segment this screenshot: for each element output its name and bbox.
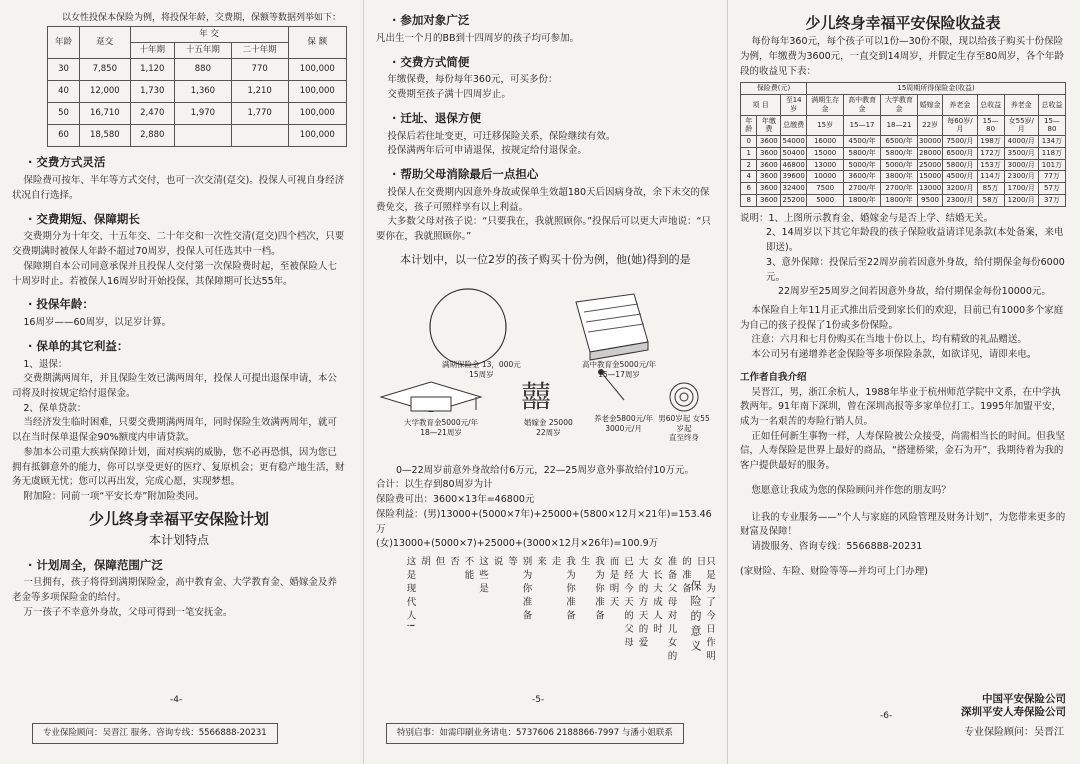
table-cell: 7500/月 xyxy=(943,136,977,148)
table-cell: 100,000 xyxy=(288,81,346,103)
para: 参加本公司重大疾病保障计划，面对疾病的威胁，您不必再恐惧，因为您已拥有抵御意外的能力，你可以享受更好的医疗、复原机会；更有稳产地生活，财务无虞顾无忧；您可以再出发，完成心愿，实现梦想。 xyxy=(12,446,345,488)
th: 总缴费 xyxy=(781,115,807,136)
para: 吴晋江，男，浙江余杭人，1988年毕业于杭州师范学院中文系，在中学执教两年。91年南下深圳，曾在深圳高报等多家单位打工。1995年加盟平安，成为一名艰苦的寿险行销人员。 xyxy=(740,386,1062,427)
th-age: 年龄 xyxy=(48,26,80,58)
table-cell: 3800/年 xyxy=(881,171,918,183)
poem-column: 这是现代人! xyxy=(404,556,416,632)
heading-coverage: · 计划周全，保障范围广泛 xyxy=(28,557,346,575)
table-row xyxy=(741,147,1066,159)
poem-column: 来 xyxy=(535,556,546,570)
table-cell: 37万 xyxy=(1038,194,1065,206)
premium-text: 保险费可出：3600×13年=46800元 xyxy=(376,494,535,506)
svg-text:囍: 囍 xyxy=(521,379,551,412)
page-4 xyxy=(0,0,360,764)
adviser-text: 专业保险顾问：吴晋江 xyxy=(964,726,1064,738)
heading-move: · 迁址、退保方便 xyxy=(392,110,714,128)
table-cell: 770 xyxy=(231,59,288,81)
sum-text: 合计：以生存到80周岁为计 xyxy=(376,479,493,491)
para: 16周岁——60周岁，以足岁计算。 xyxy=(23,317,172,329)
gift-label: 男60岁起 女55岁起 xyxy=(658,413,710,433)
poem-column: 已经今天的父母 xyxy=(622,556,633,651)
table-cell: 6500/月 xyxy=(943,147,977,159)
table-cell: 134万 xyxy=(1038,136,1065,148)
table-cell: 7500 xyxy=(807,183,844,195)
table-cell: 1800/年 xyxy=(881,194,918,206)
para: 投保后若住址变更，可迁移保险关系，保险继续有效。 xyxy=(387,130,616,142)
other-services: (家财险、车险、财险等等—并均可上门办理) xyxy=(740,565,928,577)
table-cell: 100,000 xyxy=(288,125,346,147)
table-cell: 2,470 xyxy=(130,103,174,125)
table-cell: 30 xyxy=(48,59,80,81)
para: 交费期分为十年交、十五年交、二十年交和一次性交清(趸交)四个档次，只要交费期满时被保人年龄不超过70周岁，投保人可任选其中一档。 xyxy=(12,231,345,258)
table-cell: 2700/年 xyxy=(844,183,881,195)
double-happiness-icon xyxy=(521,380,551,412)
poem-column: 胡 xyxy=(419,556,430,570)
para: 注意：六月和七月份购买在当地十份以上，均有精致的礼品赠送。 xyxy=(751,334,1027,346)
th-y10: 十年期 xyxy=(130,43,174,59)
th: 总收益 xyxy=(1038,95,1065,116)
para: 大多数父母对孩子说：“只要我在，我就照顾你。”投保后可以更大声地说：“只要你在，我就照顾你。” xyxy=(376,216,711,242)
folio: -4- xyxy=(170,695,183,706)
table-cell: 13000 xyxy=(807,159,844,171)
ratio-text: (女)13000+(5000×7)+25000+(3000×12月×26年)=100.9万 xyxy=(376,538,659,550)
table-cell: 77万 xyxy=(1038,171,1065,183)
table-cell: 100,000 xyxy=(288,103,346,125)
table-cell: 16000 xyxy=(807,136,844,148)
th: 每60岁/月 xyxy=(943,115,977,136)
gift-sublabel: 22周岁 xyxy=(536,427,561,437)
table-cell: 5000 xyxy=(807,194,844,206)
plan-subtitle: 本计划特点 xyxy=(148,533,209,547)
poem-column: 不能 xyxy=(462,556,474,584)
th: 年缴费 xyxy=(757,115,781,136)
table-row xyxy=(741,183,1066,195)
poem-column: 的准备 xyxy=(680,556,691,597)
table-cell: 3600 xyxy=(757,147,781,159)
table-cell: 5800/年 xyxy=(844,147,881,159)
gift-sublabel: 18—21周岁 xyxy=(420,427,462,437)
para: 让我的专业服务——“个人与家庭的风险管理及财务计划”，为您带来更多的财富及保障！ xyxy=(740,511,1066,538)
table-row xyxy=(741,194,1066,206)
gift-sublabel: 3000元/月 xyxy=(605,423,642,433)
table-cell: 25000 xyxy=(917,159,942,171)
benefits-illustration xyxy=(376,268,714,468)
table-cell: 9500 xyxy=(917,194,942,206)
para: 当经济发生临时困难，只要交费期满两周年，同时保险生效满两周年，就可以在当时保单退保金90%额度内申请贷款。 xyxy=(12,417,337,444)
table-cell: 5800/年 xyxy=(881,147,918,159)
table-cell: 32400 xyxy=(781,183,807,195)
th-y15: 十五年期 xyxy=(175,43,232,59)
table-cell: 1,730 xyxy=(130,81,174,103)
page6-title: 少儿终身幸福平安保险收益表 xyxy=(805,14,1001,32)
table-cell: 39600 xyxy=(781,171,807,183)
table-cell: 2700/年 xyxy=(881,183,918,195)
meaning-title: 保险的意义 xyxy=(689,580,702,655)
table-cell: 101万 xyxy=(1038,159,1065,171)
table-cell xyxy=(231,125,288,147)
table-cell: 198万 xyxy=(977,136,1004,148)
table-cell: 15000 xyxy=(807,147,844,159)
th: 年龄 xyxy=(741,115,757,136)
table-cell: 3600/年 xyxy=(844,171,881,183)
th: 15岁 xyxy=(807,115,844,136)
table-cell: 3600 xyxy=(757,183,781,195)
th: 至14岁 xyxy=(781,95,807,116)
th: 15—80 xyxy=(1038,115,1065,136)
table-cell: 5000/年 xyxy=(844,159,881,171)
table-cell: 2 xyxy=(741,159,757,171)
book-icon xyxy=(576,294,648,360)
table-cell: 6500/年 xyxy=(881,136,918,148)
th: 养老金 xyxy=(1004,95,1038,116)
th-single: 趸交 xyxy=(80,26,131,58)
heading-age: · 投保年龄： xyxy=(28,296,346,314)
th: 项 目 xyxy=(741,95,781,116)
poem-column: 别为你准备 xyxy=(520,556,532,624)
table-cell: 50 xyxy=(48,103,80,125)
ratio-text: 保险利益：(男)13000+(5000×7年)+25000+(5800×12月×21年)=153.46万 xyxy=(376,508,712,535)
bio-heading: 工作者自我介绍 xyxy=(740,371,807,383)
para: 一旦拥有，孩子将得到满期保险金，高中教育金、大学教育金、婚嫁金及养老金等多项保险金的给付。 xyxy=(12,577,337,604)
th: 15周期所得保险金(收益) xyxy=(807,83,1066,95)
table-cell: 1200/月 xyxy=(1004,194,1038,206)
table-cell: 13000 xyxy=(917,183,942,195)
table-row xyxy=(741,159,1066,171)
table-cell: 10000 xyxy=(807,171,844,183)
table-cell: 1,120 xyxy=(130,59,174,81)
footer-box: 专业保险顾问：吴晋江 服务、咨询专线：5566888-20231 xyxy=(32,723,278,744)
heading-target: · 参加对象广泛 xyxy=(392,12,714,30)
poem-column: 生 xyxy=(578,556,590,570)
poem-column: 我为你准备 xyxy=(564,556,575,624)
para: 正如任何新生事物一样，人寿保险被公众接受，尚需相当长的时间。但我坚信，人寿保险是世界上最好的商品，“搭建桥梁，金石为开”，我期待着为我的客户提供最好的服务。 xyxy=(740,430,1065,472)
table-row xyxy=(741,136,1066,148)
company-name: 中国平安保险公司 xyxy=(982,692,1066,705)
poem-column: 女长大成人时 xyxy=(651,556,662,638)
table-cell: 5800/月 xyxy=(943,159,977,171)
gift-drawings xyxy=(376,272,714,412)
table-cell: 1700/月 xyxy=(1004,183,1038,195)
table-cell: 4500/月 xyxy=(943,171,977,183)
table-cell: 15000 xyxy=(917,171,942,183)
table-cell: 2300/月 xyxy=(1004,171,1038,183)
table-cell: 57万 xyxy=(1038,183,1065,195)
yield-table xyxy=(740,82,1066,206)
note: 说明：1、上图所示教育金、婚嫁金与是否上学、结婚无关。 xyxy=(740,212,994,224)
note: 3、意外保障：投保后至22周岁前若因意外身故，给付期保金每份6000元。 xyxy=(766,256,1065,283)
poem-column: 但 xyxy=(433,556,445,570)
th: 15—80 xyxy=(977,115,1004,136)
table-cell: 50400 xyxy=(781,147,807,159)
premium-table xyxy=(47,26,347,147)
table-cell: 3200/月 xyxy=(943,183,977,195)
poem-column: 说 xyxy=(491,556,503,570)
table-cell: 5000/年 xyxy=(881,159,918,171)
th: 15—17 xyxy=(844,115,881,136)
page-6 xyxy=(730,0,1080,764)
para: 交费期至孩子满十四周岁止。 xyxy=(387,89,511,101)
heading-period: · 交费期短、保障期长 xyxy=(28,211,346,229)
table-cell: 0 xyxy=(741,136,757,148)
table-cell: 100,000 xyxy=(288,59,346,81)
table-cell: 16,710 xyxy=(80,103,131,125)
table-cell: 153万 xyxy=(977,159,1004,171)
poem-column: 准备父母对儿女的 xyxy=(665,556,677,665)
folio: -6- xyxy=(880,711,893,722)
poem-column: 我为你准备 xyxy=(593,556,604,624)
th: 满期生存金 xyxy=(807,95,844,116)
table-cell: 118万 xyxy=(1038,147,1065,159)
table-cell: 7,850 xyxy=(80,59,131,81)
table-cell: 3500/月 xyxy=(1004,147,1038,159)
poem-column: 而是明天 xyxy=(607,556,619,611)
th-y20: 二十年期 xyxy=(231,43,288,59)
para: 2、保单贷款： xyxy=(23,402,87,414)
poem-column: 只是为了今日作明日 xyxy=(694,556,715,665)
table-cell: 172万 xyxy=(977,147,1004,159)
table-cell: 46800 xyxy=(781,159,807,171)
table-row xyxy=(48,59,347,81)
table-cell: 3600 xyxy=(757,159,781,171)
company-name: 深圳平安人寿保险公司 xyxy=(961,706,1066,719)
table-cell: 1,770 xyxy=(231,103,288,125)
note: 22周岁至25周岁之间若因意外身故，给付期保金每份10000元。 xyxy=(778,286,1051,298)
table-cell: 28000 xyxy=(917,147,942,159)
table-cell: 1800/年 xyxy=(844,194,881,206)
table-cell: 40 xyxy=(48,81,80,103)
note: 2、14周岁以下其它年龄段的孩子保险收益请详见条款(本处备案，来电即送)。 xyxy=(766,227,1064,254)
heading-flexible: · 交费方式灵活 xyxy=(28,154,346,172)
phone-text: 请拨服务、咨询专线：5566888-20231 xyxy=(751,541,923,553)
heading-other: · 保单的其它利益： xyxy=(28,338,346,356)
table-cell: 12,000 xyxy=(80,81,131,103)
table-cell: 54000 xyxy=(781,136,807,148)
table-row xyxy=(48,81,347,103)
para: 投保满两年后可申请退保，按规定给付退保金。 xyxy=(387,145,587,157)
para: 投保人在交费期内因意外身故或保单生效超180天后因病身故，余下未交的保费免交，孩子可照样享有以上利益。 xyxy=(376,186,710,213)
plan-title: 少儿终身幸福平安保险计划 xyxy=(88,509,269,528)
table-cell: 880 xyxy=(175,59,232,81)
company-block xyxy=(961,693,1066,720)
table-cell: 1,210 xyxy=(231,81,288,103)
folio: -5- xyxy=(532,695,545,706)
para: 交费期满两周年，并且保险生效已满两周年，投保人可提出退保申请，本公司将及时按规定给付退保金。 xyxy=(12,373,337,399)
th: 大学教育金 xyxy=(881,95,918,116)
th: 18—21 xyxy=(881,115,918,136)
para: 每份每年360元，每个孩子可以1份—30份不限，现以给孩子购买十份保险为例，年缴费为3600元，一直交到14周岁，并假定生存至80周岁，各个年龄段的收益见下表： xyxy=(740,36,1064,77)
table-cell: 8 xyxy=(741,194,757,206)
para: 本保险自上年11月正式推出后受到家长们的欢迎，目前已有1000多个家庭为自己的孩子投保了1份或多份保险。 xyxy=(740,304,1064,331)
gift-label: 满期保险金 13，000元 xyxy=(442,359,521,369)
para: 1、退保： xyxy=(23,358,68,370)
poem-column: 等 xyxy=(506,556,517,570)
gift-label: 婚嫁金 25000 xyxy=(524,417,573,427)
accident-text: 0—22周岁前意外身故给付6万元，22—25周岁意外事故给付10万元。 xyxy=(396,464,694,476)
table-cell: 3600 xyxy=(757,171,781,183)
th: 22岁 xyxy=(917,115,942,136)
footer-box: 特别启事：如需印刷业务请电：5737606 2188866-7997 与潘小姐联系 xyxy=(386,723,684,744)
table-row xyxy=(48,125,347,147)
para: 万一孩子不幸意外身故，父母可得到一笔安抚金。 xyxy=(23,606,233,618)
gift-label: 高中教育金5000元/年 xyxy=(582,359,657,369)
para: 您愿意让我成为您的保险顾问并作您的朋友吗？ xyxy=(751,484,951,496)
table-cell: 2,880 xyxy=(130,125,174,147)
th-sum: 保 额 xyxy=(288,26,346,58)
table-cell xyxy=(175,125,232,147)
poem-column: 否 xyxy=(448,556,459,570)
heading-payment: · 交费方式简便 xyxy=(392,54,714,72)
circle-graphic xyxy=(430,289,506,365)
table-row xyxy=(741,171,1066,183)
para: 保障期自本公司同意承保并且投保人交付第一次保险费时起，至被保险人七十周岁时止。若被保人16周岁时开始投保，其保障期可长达55年。 xyxy=(12,260,337,287)
example-text: 本计划中，以一位2岁的孩子购买十份为例，他(她)得到的是 xyxy=(400,252,691,266)
para: 保险费可按年、半年等方式交付，也可一次交清(趸交)。投保人可视自身经济状况自行选择。 xyxy=(12,175,345,201)
intro-text: 以女性投保本保险为例，将投保年龄，交费期，保额等数据列举如下： xyxy=(62,13,342,23)
th: 高中教育金 xyxy=(844,95,881,116)
table-cell: 6 xyxy=(741,183,757,195)
para: 附加险：同前一项“平安长寿”附加险类同。 xyxy=(23,491,205,503)
table-cell: 18,580 xyxy=(80,125,131,147)
table-cell: 4 xyxy=(741,171,757,183)
gift-sublabel: 15—17周岁 xyxy=(598,369,640,379)
th: 养老金 xyxy=(943,95,977,116)
table-cell: 60 xyxy=(48,125,80,147)
table-cell: 2300/月 xyxy=(943,194,977,206)
table-cell: 30000 xyxy=(917,136,942,148)
poem-column: 走 xyxy=(549,556,561,570)
para: 年缴保费，每份每年360元，可买多份： xyxy=(387,74,558,86)
table-cell: 3000/月 xyxy=(1004,159,1038,171)
th: 婚嫁金 xyxy=(917,95,942,116)
table-cell: 4500/年 xyxy=(844,136,881,148)
poem-column: 这些是 xyxy=(477,556,488,597)
th: 总收益 xyxy=(977,95,1004,116)
table-cell: 1,970 xyxy=(175,103,232,125)
para: 本公司另有递增养老金保险等多项保险条款，如欲详见，请即来电。 xyxy=(751,349,1037,361)
gift-sublabel: 直至终身 xyxy=(669,433,699,443)
table-cell: 3600 xyxy=(757,136,781,148)
table-cell: 1 xyxy=(741,147,757,159)
heading-help: · 帮助父母消除最后一点担心 xyxy=(392,166,714,184)
table-cell: 58万 xyxy=(977,194,1004,206)
th: 保险费(元) xyxy=(741,83,807,95)
poem-columns xyxy=(376,556,714,666)
table-cell: 25200 xyxy=(781,194,807,206)
table-row xyxy=(48,103,347,125)
table-cell: 114万 xyxy=(977,171,1004,183)
th: 女55岁/月 xyxy=(1004,115,1038,136)
table-cell: 1,360 xyxy=(175,81,232,103)
table-cell: 85万 xyxy=(977,183,1004,195)
th-annual: 年 交 xyxy=(130,26,288,42)
page-5 xyxy=(366,0,724,764)
gift-sublabel: 15周岁 xyxy=(469,369,494,379)
gift-label: 养老金5800元/年 xyxy=(594,413,654,423)
gift-label: 大学教育金5000元/年 xyxy=(404,417,479,427)
para: 凡出生一个月的BB到十四周岁的孩子均可参加。 xyxy=(376,32,580,44)
poem-column: 大大的方天的爱 xyxy=(636,556,648,651)
table-cell: 4000/月 xyxy=(1004,136,1038,148)
table-cell: 3600 xyxy=(757,194,781,206)
graduation-cap-icon xyxy=(381,382,481,412)
